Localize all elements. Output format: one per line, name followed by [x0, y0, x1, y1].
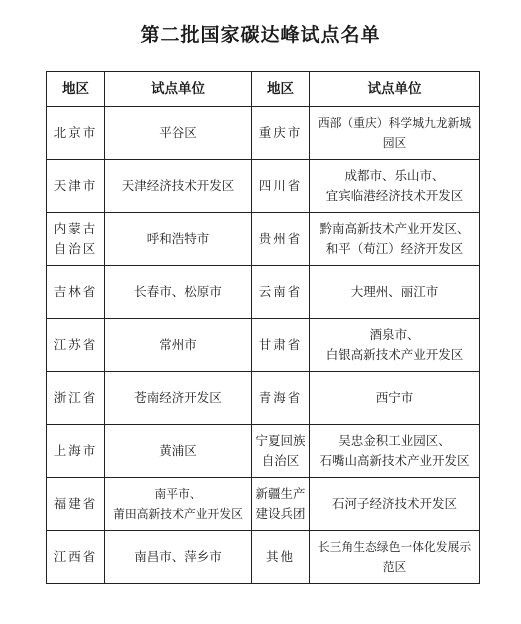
region-cell: 浙江省 — [47, 372, 105, 425]
region-cell: 四川省 — [252, 160, 310, 213]
pilot-unit-cell: 呼和浩特市 — [105, 213, 252, 266]
region-cell: 天津市 — [47, 160, 105, 213]
pilot-unit-cell: 南平市、 莆田高新技术产业开发区 — [105, 478, 252, 531]
table-header-row — [47, 72, 480, 107]
pilot-unit-cell: 天津经济技术开发区 — [105, 160, 252, 213]
region-cell: 江苏省 — [47, 319, 105, 372]
region-cell: 其他 — [252, 531, 310, 584]
header-region-left: 地区 — [47, 72, 105, 107]
region-cell: 吉林省 — [47, 266, 105, 319]
pilot-unit-cell: 平谷区 — [105, 107, 252, 160]
pilot-unit-cell: 南昌市、萍乡市 — [105, 531, 252, 584]
pilot-unit-cell: 酒泉市、 白银高新技术产业开发区 — [310, 319, 480, 372]
pilot-unit-cell: 常州市 — [105, 319, 252, 372]
table-row — [47, 531, 480, 584]
header-region-right: 地区 — [252, 72, 310, 107]
table-row — [47, 319, 480, 372]
pilot-unit-cell: 石河子经济技术开发区 — [310, 478, 480, 531]
pilot-list-table — [46, 71, 480, 584]
table-row — [47, 213, 480, 266]
header-unit-right: 试点单位 — [310, 72, 480, 107]
region-cell: 甘肃省 — [252, 319, 310, 372]
pilot-unit-cell: 成都市、乐山市、 宜宾临港经济技术开发区 — [310, 160, 480, 213]
region-cell: 青海省 — [252, 372, 310, 425]
table-row — [47, 425, 480, 478]
table-row — [47, 478, 480, 531]
header-unit-left: 试点单位 — [105, 72, 252, 107]
region-cell: 贵州省 — [252, 213, 310, 266]
pilot-unit-cell: 黔南高新技术产业开发区、 和平（荀江）经济开发区 — [310, 213, 480, 266]
pilot-unit-cell: 长三角生态绿色一体化发展示范区 — [310, 531, 480, 584]
pilot-unit-cell: 大理州、丽江市 — [310, 266, 480, 319]
table-row — [47, 160, 480, 213]
document-title: 第二批国家碳达峰试点名单 — [140, 24, 381, 46]
table-row — [47, 266, 480, 319]
pilot-unit-cell: 黄浦区 — [105, 425, 252, 478]
table-row — [47, 372, 480, 425]
region-cell: 江西省 — [47, 531, 105, 584]
pilot-unit-cell: 西部（重庆）科学城九龙新城园区 — [310, 107, 480, 160]
region-cell: 新疆生产 建设兵团 — [252, 478, 310, 531]
region-cell: 宁夏回族 自治区 — [252, 425, 310, 478]
region-cell: 北京市 — [47, 107, 105, 160]
pilot-unit-cell: 长春市、松原市 — [105, 266, 252, 319]
pilot-unit-cell: 吴忠金积工业园区、 石嘴山高新技术产业开发区 — [310, 425, 480, 478]
region-cell: 上海市 — [47, 425, 105, 478]
table-row — [47, 107, 480, 160]
pilot-unit-cell: 西宁市 — [310, 372, 480, 425]
region-cell: 内蒙古 自治区 — [47, 213, 105, 266]
region-cell: 重庆市 — [252, 107, 310, 160]
region-cell: 福建省 — [47, 478, 105, 531]
pilot-unit-cell: 苍南经济开发区 — [105, 372, 252, 425]
region-cell: 云南省 — [252, 266, 310, 319]
